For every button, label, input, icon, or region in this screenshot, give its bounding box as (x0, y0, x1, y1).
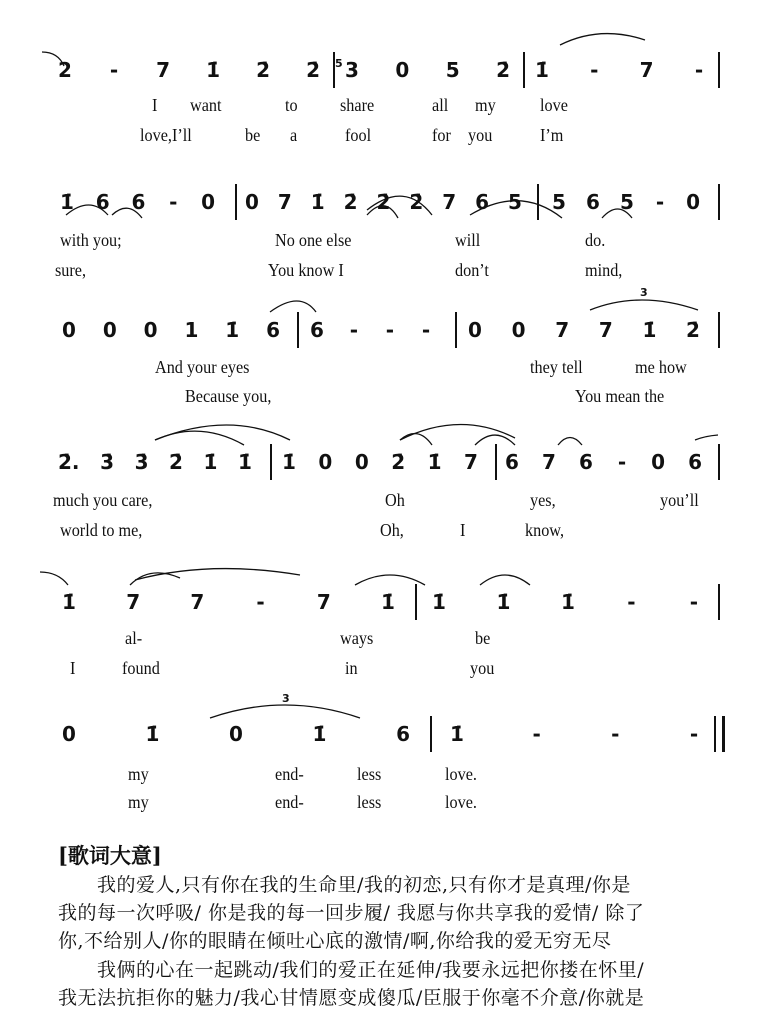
lyric-verse-1: I (152, 95, 158, 115)
lyric-verse-1: love. (445, 764, 477, 784)
note: 0 (468, 318, 482, 342)
lyric-verse-2: found (122, 658, 160, 678)
barline (333, 52, 335, 88)
lyric-verse-2: I (460, 520, 466, 540)
measure (468, 310, 700, 350)
measure (58, 442, 252, 482)
note: 3̇ (100, 450, 114, 474)
slur (400, 424, 515, 440)
lyric-verse-2: for (432, 125, 451, 145)
translation-line: 你,不给别人/你的眼睛在倾吐心底的激情/啊,你给我的爱无穷无尽 (58, 930, 612, 952)
measure (282, 442, 478, 482)
lyric-verse-1: less (357, 764, 382, 784)
barline (495, 444, 497, 480)
measure (310, 310, 432, 350)
note: 0 (395, 58, 410, 82)
lyric-verse-1: No one else (275, 230, 352, 250)
lyric-verse-2: my (128, 792, 149, 812)
note: 1̇ (450, 722, 464, 746)
extension-dash: - (421, 318, 431, 342)
note: 0 (511, 318, 526, 342)
measure (62, 310, 280, 350)
extension-dash: - (655, 190, 665, 214)
barline (270, 444, 272, 480)
note: 1̇ (238, 450, 252, 474)
note: 6 (505, 450, 519, 474)
score-row (0, 182, 772, 222)
extension-dash: - (590, 58, 599, 82)
lyric-verse-1: end- (275, 764, 304, 784)
note: 3 5 (345, 50, 359, 90)
note: 0 (686, 190, 700, 214)
note: 1̇ (60, 190, 74, 214)
note: 1̇ (145, 722, 160, 746)
note: 5 (552, 190, 566, 214)
note: 7 (316, 590, 331, 614)
note: 5 (620, 190, 634, 214)
note: 1̇ (496, 590, 511, 614)
measure (552, 182, 700, 222)
lyric-verse-1: much you care, (53, 490, 153, 510)
note: 6 (95, 190, 110, 214)
triplet-mark: 3 (640, 286, 648, 299)
note: 0 (62, 722, 76, 746)
lyric-verse-2: you (468, 125, 493, 145)
note: 6 (586, 190, 600, 214)
extension-dash: - (532, 722, 541, 746)
measure (62, 714, 410, 754)
note: 7 (190, 590, 205, 614)
measure (505, 442, 702, 482)
lyric-verse-2: You mean the (575, 386, 665, 406)
measure (535, 50, 705, 90)
lyric-verse-1: do. (585, 230, 606, 250)
note: 1̇ (560, 590, 575, 614)
note: 2̇ (169, 450, 183, 474)
grace-note: 5 (335, 57, 343, 70)
barline (718, 584, 720, 620)
lyric-verse-1: will (455, 230, 481, 250)
note: 1̇ (642, 318, 657, 342)
note: 6 (579, 450, 593, 474)
measure (60, 182, 215, 222)
note: 1̇ (225, 318, 240, 342)
extension-dash: - (385, 318, 395, 342)
lyric-verse-1: me how (635, 357, 687, 377)
lyric-verse-2: world to me, (60, 520, 143, 540)
note: 7 (442, 190, 457, 214)
lyric-verse-2: in (345, 658, 358, 678)
note: 7 (126, 590, 141, 614)
lyric-verse-2: be (245, 125, 261, 145)
lyric-verse-1: Oh (385, 490, 405, 510)
note: 0 (318, 450, 333, 474)
lyric-verse-2: mind, (585, 260, 623, 280)
barline (718, 184, 720, 220)
slur (135, 569, 300, 580)
score-row (0, 582, 772, 622)
barline (718, 444, 720, 480)
note: 0 (651, 450, 665, 474)
barline (537, 184, 539, 220)
note: 6 (396, 722, 410, 746)
note: 3̇ (134, 450, 149, 474)
note: 2̇ (376, 190, 391, 214)
extension-dash: - (627, 590, 636, 614)
lyric-verse-1: my (128, 764, 149, 784)
lyric-verse-2: Because you, (185, 386, 272, 406)
note: 2̇ (343, 190, 358, 214)
translation-line: 我无法抗拒你的魅力/我心甘情愿变成傻瓜/臣服于你毫不介意/你就是 (58, 987, 645, 1009)
lyric-verse-1: love (540, 95, 568, 115)
extension-dash: - (169, 190, 178, 214)
translation-line: 我俩的心在一起跳动/我们的爱正在延伸/我要永远把你搂在怀里/ (58, 959, 645, 981)
note: 1̇ (427, 450, 442, 474)
note: 1̇ (312, 722, 327, 746)
final-barline (714, 716, 725, 752)
note: 2̇ (256, 58, 270, 82)
lyric-verse-2: a (290, 125, 298, 145)
lyric-verse-1: ways (340, 628, 374, 648)
lyric-verse-1: want (190, 95, 222, 115)
note: 1̇ (432, 590, 446, 614)
lyric-verse-1: all (432, 95, 449, 115)
note: 1̇ (535, 58, 549, 82)
lyric-verse-2: end- (275, 792, 304, 812)
note: 0 (102, 318, 117, 342)
note: 6 (688, 450, 702, 474)
note: 5 (508, 190, 522, 214)
note: 1̇ (282, 450, 296, 474)
note: 7 (542, 450, 556, 474)
note: 0 (143, 318, 158, 342)
extension-dash: - (611, 722, 620, 746)
note: 6 (266, 318, 280, 342)
note: 1̇ (381, 590, 395, 614)
note: 1̇ (203, 450, 218, 474)
measure (58, 50, 320, 90)
lyric-verse-2: I’m (540, 125, 564, 145)
note: 7 (598, 318, 613, 342)
extension-dash: - (109, 58, 119, 82)
measure (432, 582, 700, 622)
note: 1̇ (62, 590, 76, 614)
extension-dash: - (689, 722, 699, 746)
note: 6 (310, 318, 324, 342)
score-row (0, 286, 772, 350)
note: 5 (445, 58, 460, 82)
note: 2̇. (58, 450, 80, 474)
note: 1 (184, 318, 199, 342)
translation-title: [歌词大意] (58, 843, 162, 868)
lyric-verse-1: be (475, 628, 491, 648)
lyric-verse-2: don’t (455, 260, 489, 280)
barline (718, 312, 720, 348)
extension-dash: - (694, 58, 704, 82)
extension-dash: - (349, 318, 359, 342)
extension-dash: - (617, 450, 627, 474)
note: 0 (62, 318, 76, 342)
note: 6 (475, 190, 490, 214)
note: 7 (555, 318, 570, 342)
barline (235, 184, 237, 220)
note: 1̇ (310, 190, 325, 214)
lyric-verse-1: yes, (530, 490, 556, 510)
note: 0 (229, 722, 243, 746)
lyric-verse-1: to (285, 95, 298, 115)
note: 2 (58, 58, 72, 82)
note: 2̇ (686, 318, 700, 342)
note: 0 (354, 450, 369, 474)
barline (415, 584, 417, 620)
lyric-verse-1: my (475, 95, 496, 115)
note: 1̇ (206, 58, 220, 82)
note: 0 (245, 190, 259, 214)
note: 7 (464, 450, 478, 474)
note: 7 (277, 190, 292, 214)
note: 2̇ (496, 58, 510, 82)
note: 0 (201, 190, 215, 214)
extension-dash: - (689, 590, 699, 614)
lyric-verse-2: love. (445, 792, 477, 812)
lyric-verse-2: love,I’ll (140, 125, 192, 145)
measure (450, 714, 700, 754)
slur (590, 300, 698, 310)
barline (430, 716, 432, 752)
lyric-verse-2: I (70, 658, 76, 678)
slur (155, 425, 290, 440)
note: 7 (156, 58, 170, 82)
triplet-mark: 3 (282, 692, 290, 705)
lyric-verse-2: Oh, (380, 520, 404, 540)
note: 6 (131, 190, 146, 214)
note: 7 (639, 58, 654, 82)
score-row (0, 50, 772, 90)
note: 2̇ (409, 190, 424, 214)
lyric-verse-2: less (357, 792, 382, 812)
lyric-verse-2: you (470, 658, 495, 678)
measure (335, 50, 510, 90)
slur (695, 435, 718, 440)
score-row (0, 442, 772, 482)
barline (523, 52, 525, 88)
note: 2̇ (391, 450, 406, 474)
barline (718, 52, 720, 88)
barline (297, 312, 299, 348)
measure (62, 582, 395, 622)
lyric-verse-1: they tell (530, 357, 583, 377)
lyric-verse-1: share (340, 95, 375, 115)
translation-line: 我的爱人,只有你在我的生命里/我的初恋,只有你才是真理/你是 (58, 874, 631, 896)
lyric-verse-2: You know I (268, 260, 344, 280)
score-row (0, 692, 772, 754)
lyric-verse-2: know, (525, 520, 565, 540)
lyric-verse-2: fool (345, 125, 372, 145)
lyric-verse-1: with you; (60, 230, 122, 250)
translation-line: 我的每一次呼吸/ 你是我的每一回步履/ 我愿与你共享我的爱情/ 除了 (58, 902, 645, 924)
lyric-verse-1: al- (125, 628, 143, 648)
lyric-verse-1: you’ll (660, 490, 699, 510)
measure (245, 182, 522, 222)
note: 2̇ (306, 58, 320, 82)
extension-dash: - (256, 590, 265, 614)
slur (560, 34, 645, 45)
barline (455, 312, 457, 348)
lyric-verse-1: And your eyes (155, 357, 250, 377)
lyric-verse-2: sure, (55, 260, 87, 280)
